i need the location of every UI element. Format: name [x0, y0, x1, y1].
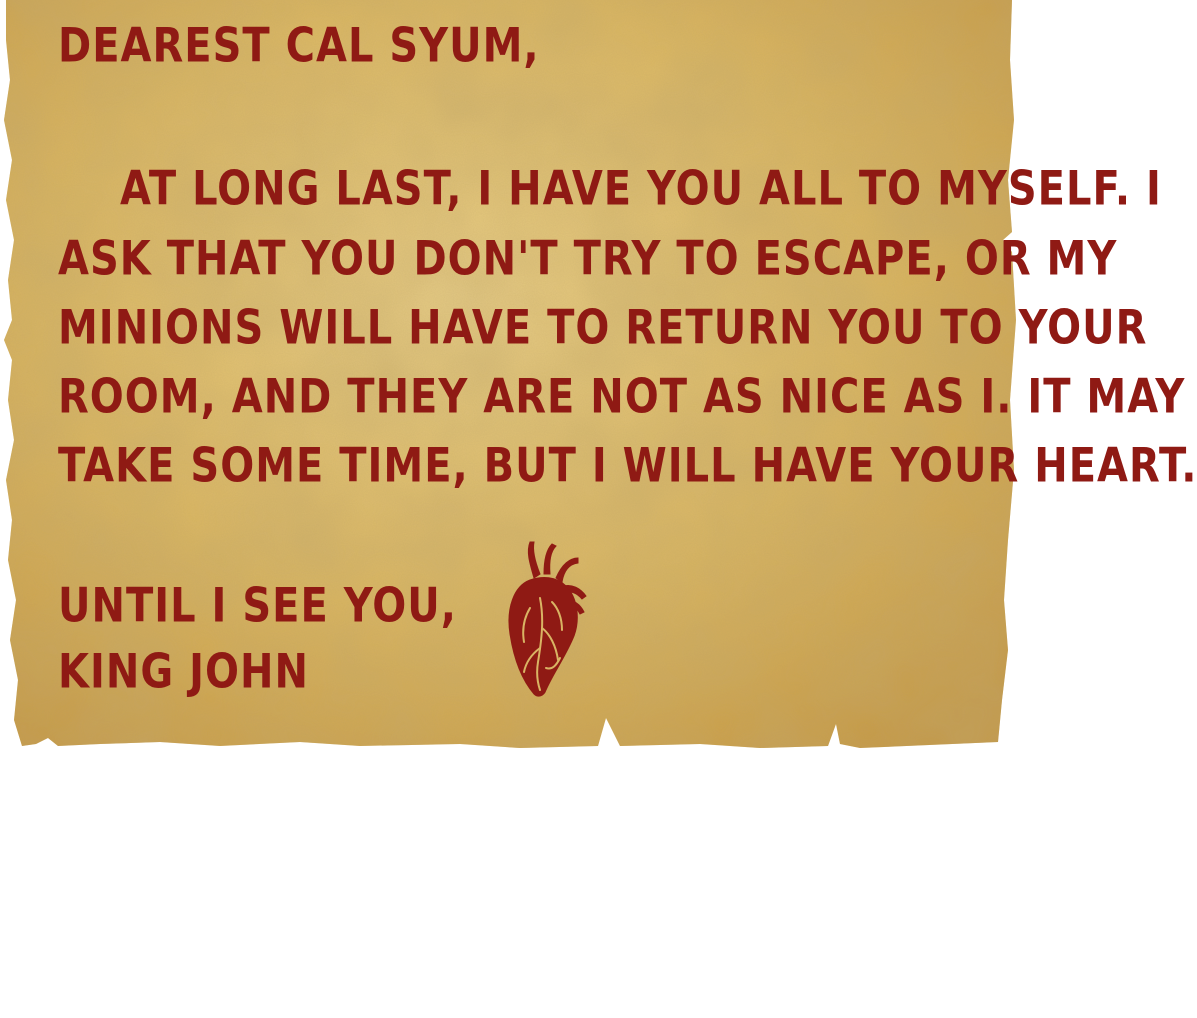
- letter-body-line-2: ASK THAT YOU DON'T TRY TO ESCAPE, OR MY: [58, 231, 1118, 287]
- letter-body-line-3: MINIONS WILL HAVE TO RETURN YOU TO YOUR: [58, 300, 1148, 356]
- anatomical-heart-icon: [500, 538, 595, 703]
- letter-body-line-5: TAKE SOME TIME, BUT I WILL HAVE YOUR HEART.: [58, 438, 1197, 494]
- letter-salutation: DEAREST CAL SYUM,: [58, 18, 540, 74]
- letter-signature: KING JOHN: [58, 644, 309, 700]
- letter-body-line-4: ROOM, AND THEY ARE NOT AS NICE AS I. IT MAY: [58, 369, 1186, 425]
- letter-closing: UNTIL I SEE YOU,: [58, 578, 457, 634]
- letter-body-line-1: AT LONG LAST, I HAVE YOU ALL TO MYSELF. I: [120, 161, 1162, 217]
